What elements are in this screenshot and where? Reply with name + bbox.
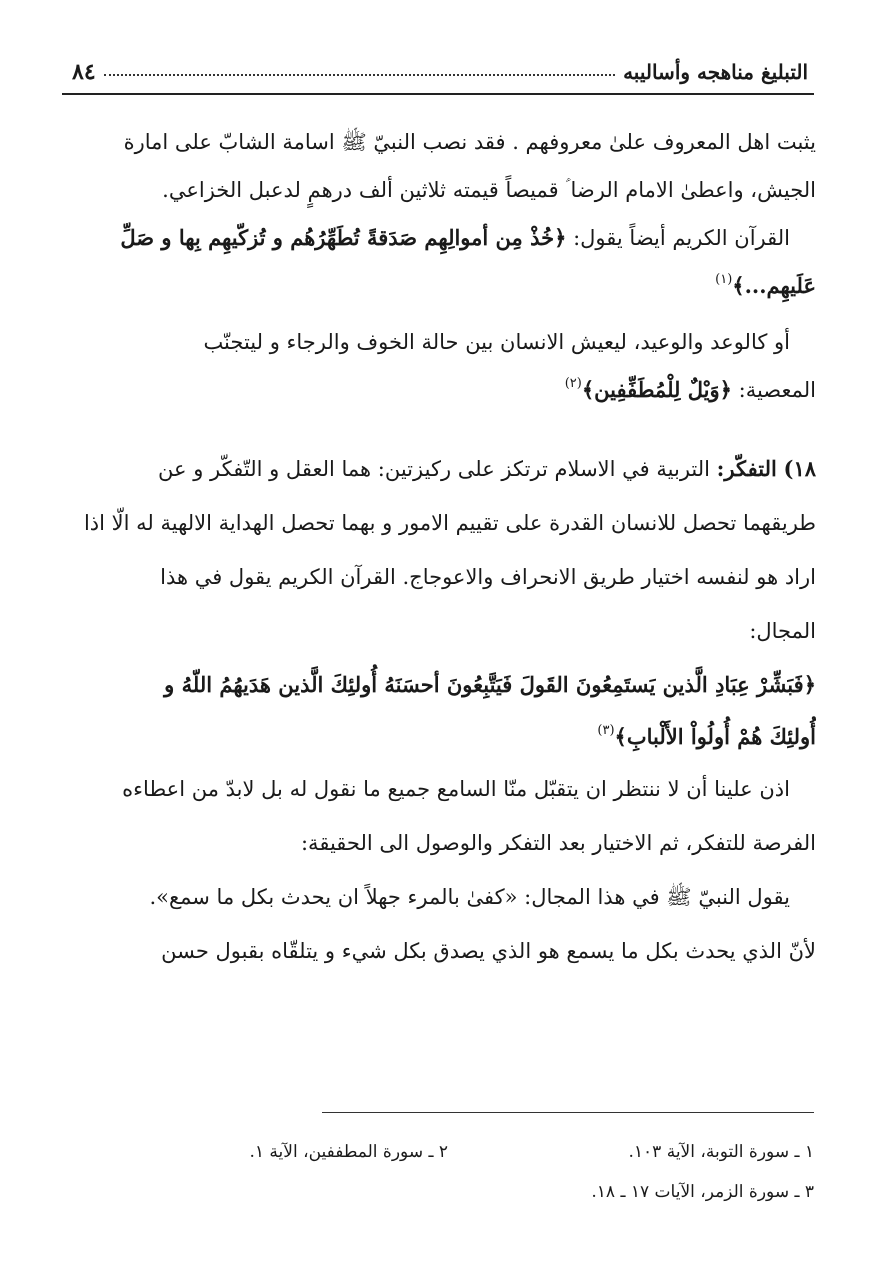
header-rule: [62, 93, 814, 95]
quran-verse-3-part-1: ﴿فَبَشِّرْ عِبَادِ الَّذين يَستَمِعُونَ القَولَ فَيَتَّبِعُونَ أحسَنَهُ أُولئِكَ الَّذين هَدَيهُمُ اللّهُ و: [164, 672, 816, 697]
main-text: [80, 118, 816, 978]
p4-line-1: اذن علينا أن لا ننتظر ان يتقبّل منّا السامع جميع ما نقول له بل لابدّ من اعطاءه: [122, 777, 790, 801]
running-header: [62, 52, 814, 92]
quran-verse-1-part-2: عَلَيهِم...﴾: [732, 273, 816, 298]
text-line: [80, 658, 816, 712]
section-number: ١٨): [783, 456, 816, 481]
footnote-2: ٢ ـ سورة المطففين، الآية ١.: [249, 1142, 448, 1162]
p5-line-1: يقول النبيّ ﷺ في هذا المجال: «كفىٰ بالمرء جهلاً ان يحدث بكل ما سمع».: [149, 885, 790, 909]
p3-line-1: أو كالوعد والوعيد، ليعيش الانسان بين حالة الخوف والرجاء و ليتجنّب: [203, 330, 790, 354]
text-line: [80, 262, 816, 318]
p4-line-2: الفرصة للتفكر، ثم الاختيار بعد التفكر والوصول الى الحقيقة:: [300, 831, 816, 855]
text-line: [80, 712, 816, 762]
s18-line-3: اراد هو لنفسه اختيار طريق الانحراف والاعوجاج. القرآن الكريم يقول في هذا: [160, 565, 816, 589]
p2-intro: القرآن الكريم أيضاً يقول:: [566, 226, 790, 250]
p6-line-1: لأنّ الذي يحدث بكل ما يسمع هو الذي يصدق بكل شيء و يتلقّاه بقبول حسن: [161, 939, 816, 963]
p3-intro: المعصية:: [731, 378, 816, 402]
quran-verse-3-part-2: أُولئِكَ هُمْ أُولُواْ الأَلْبابِ﴾: [614, 724, 816, 749]
text-line: [80, 214, 816, 262]
text-line: [80, 366, 816, 442]
text-line: [80, 816, 816, 870]
header-dot-leader: [104, 74, 615, 76]
footnote-ref-2: (٢): [564, 376, 582, 391]
text-line: [80, 870, 816, 924]
text-line: [80, 442, 816, 496]
page-number: ٨٤: [72, 59, 96, 85]
footnote-1: ١ ـ سورة التوبة، الآية ١٠٣.: [628, 1142, 814, 1162]
p1-line-2: الجيش، واعطىٰ الامام الرضا ؑ قميصاً قيمته ثلاثين ألف درهمٍ لدعبل الخزاعي.: [162, 178, 816, 202]
text-line: [80, 550, 816, 604]
footnote-ref-1: (١): [715, 272, 733, 287]
p1-line-1: يثبت اهل المعروف علىٰ معروفهم . فقد نصب النبيّ ﷺ اسامة الشابّ على امارة: [123, 130, 816, 154]
s18-line-1: التربية في الاسلام ترتكز على ركيزتين: هما العقل و التّفكّر و عن: [158, 457, 717, 481]
footnote-rule: [322, 1112, 814, 1113]
footnote-ref-3: (٣): [597, 723, 615, 738]
text-line: [80, 762, 816, 816]
text-line: [80, 166, 816, 214]
s18-line-4: المجال:: [749, 619, 816, 643]
quran-verse-1-part-1: ﴿خُذْ مِن أموالِهِم صَدَقةً تُطَهِّرُهُم و تُزكّيهِم بِها و صَلِّ: [120, 225, 567, 250]
text-line: [80, 318, 816, 366]
quran-verse-2: ﴿وَيْلٌ لِلْمُطَفِّفِين﴾: [581, 377, 732, 402]
section-heading: التفكّر:: [716, 456, 777, 481]
text-line: [80, 118, 816, 166]
text-line: [80, 604, 816, 658]
s18-line-2: طريقهما تحصل للانسان القدرة على تقييم الامور و بهما تحصل الهداية الالهية له الّا اذا: [83, 511, 816, 535]
header-title: التبليغ مناهجه وأساليبه: [623, 60, 808, 84]
text-line: [80, 924, 816, 978]
footnote-3: ٣ ـ سورة الزمر، الآيات ١٧ ـ ١٨.: [591, 1182, 814, 1202]
text-line: [80, 496, 816, 550]
